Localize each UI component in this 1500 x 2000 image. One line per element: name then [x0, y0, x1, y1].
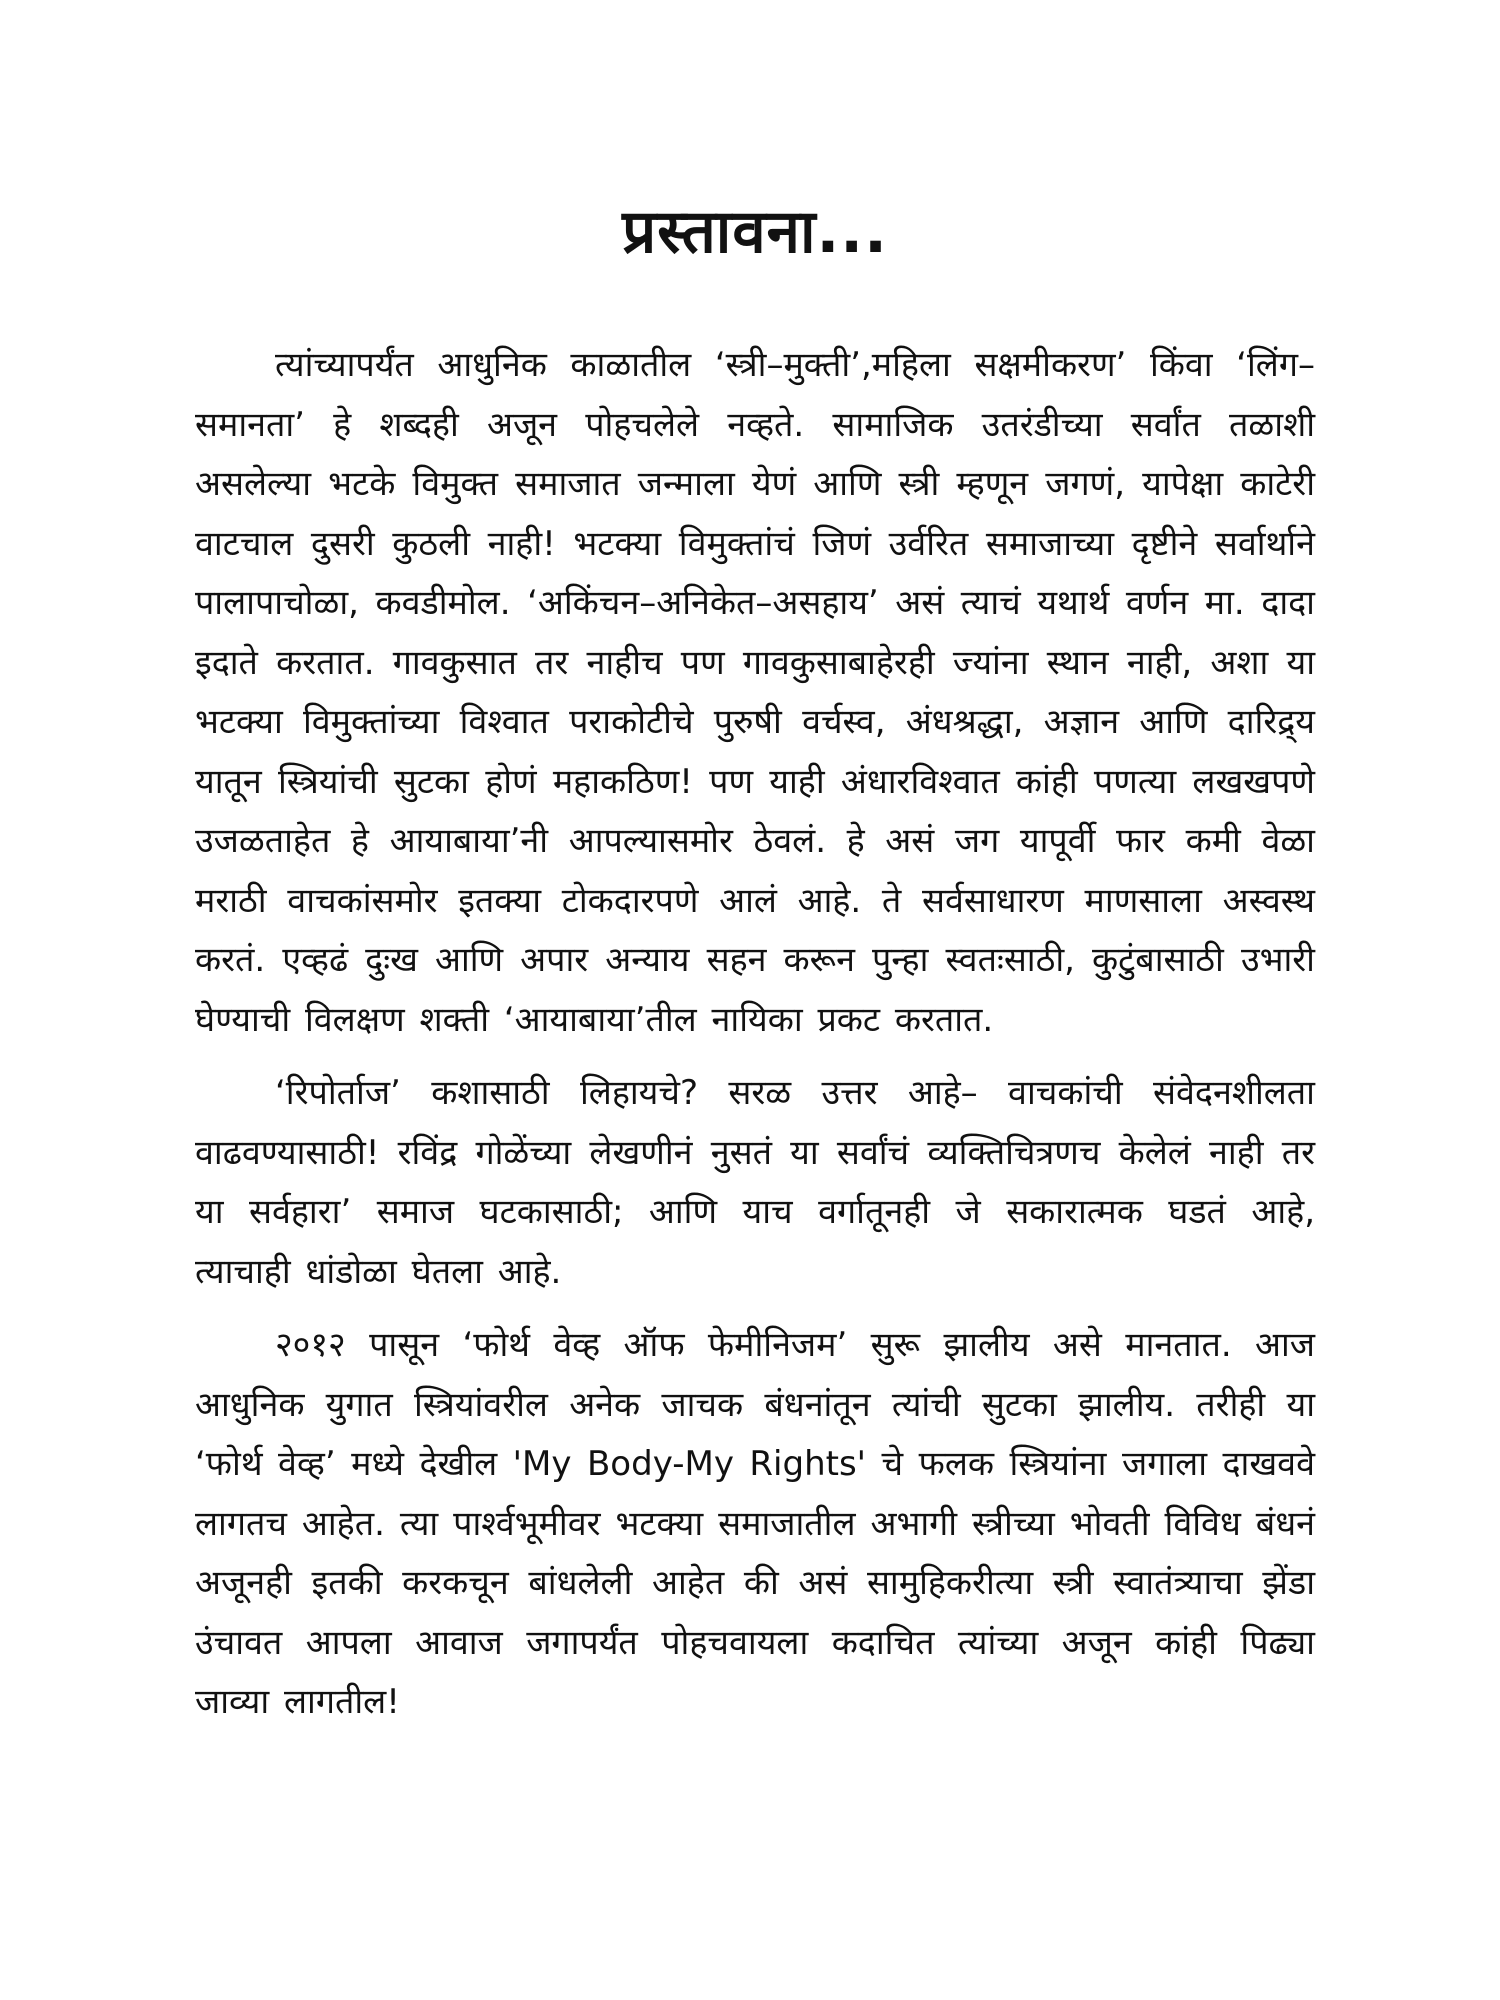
paragraph-3: २०१२ पासून ‘फोर्थ वेव्ह ऑफ फेमीनिजम’ सुरू झालीय असे मानतात. आज आधुनिक युगात स्त्रियांवरील अनेक जाचक बंधनांतून त्यांची सुटका झालीय. तरीही या ‘फोर्थ वेव्ह’ मध्ये देखील 'My Body-My Rights' चे फलक स्त्रियांना जगाला दाखववे लागतच आहेत. त्या पार्श्वभूमीवर भटक्या समाजातील अभागी स्त्रीच्या भोवती विविध बंधनं अजूनही इतकी करकचून बांधलेली आहेत की असं सामुहिकरीत्या स्त्री स्वातंत्र्याचा झेंडा उंचावत आपला आवाज जगापर्यंत पोहचवायला कदाचित त्यांच्या अजून कांही पिढ्या जाव्या लागतील!: [195, 1325, 1315, 1722]
page-title: प्रस्तावना...: [622, 197, 888, 267]
paragraph-1: त्यांच्यापर्यंत आधुनिक काळातील ‘स्त्री–मुक्ती’,महिला सक्षमीकरण’ किंवा ‘लिंग–समानता’ हे शब्दही अजून पोहचलेले नव्हते. सामाजिक उतरंडीच्या सर्वांत तळाशी असलेल्या भटके विमुक्त समाजात जन्माला येणं आणि स्त्री म्हणून जगणं, यापेक्षा काटेरी वाटचाल दुसरी कुठली नाही! भटक्या विमुक्तांचं जिणं उर्वरित समाजाच्या दृष्टीने सर्वार्थाने पालापाचोळा, कवडीमोल. ‘अकिंचन–अनिकेत–असहाय’ असं त्याचं यथार्थ वर्णन मा. दादा इदाते करतात. गावकुसात तर नाहीच पण गावकुसाबाहेरही ज्यांना स्थान नाही, अशा या भटक्या विमुक्तांच्या विश्वात पराकोटीचे पुरुषी वर्चस्व, अंधश्रद्धा, अज्ञान आणि दारिद्र्य यातून स्त्रियांची सुटका होणं महाकठिण! पण याही अंधारविश्वात कांही पणत्या लखखपणे उजळताहेत हे आयाबाया’नी आपल्यासमोर ठेवलं. हे असं जग यापूर्वी फार कमी वेळा मराठी वाचकांसमोर इतक्या टोकदारपणे आलं आहे. ते सर्वसाधारण माणसाला अस्वस्थ करतं. एव्हढं दुःख आणि अपार अन्याय सहन करून पुन्हा स्वतःसाठी, कुटुंबासाठी उभारी घेण्याची विलक्षण शक्ती ‘आयाबाया’तील नायिका प्रकट करतात.: [195, 345, 1315, 1040]
paragraph-2: ‘रिपोर्ताज’ कशासाठी लिहायचे? सरळ उत्तर आहे– वाचकांची संवेदनशीलता वाढवण्यासाठी! रविंद्र गोळेंच्या लेखणीनं नुसतं या सर्वांचं व्यक्तिचित्रणच केलेलं नाही तर या सर्वहारा’ समाज घटकासाठी; आणि याच वर्गातूनही जे सकारात्मक घडतं आहे, त्याचाही धांडोळा घेतला आहे.: [195, 1073, 1315, 1292]
